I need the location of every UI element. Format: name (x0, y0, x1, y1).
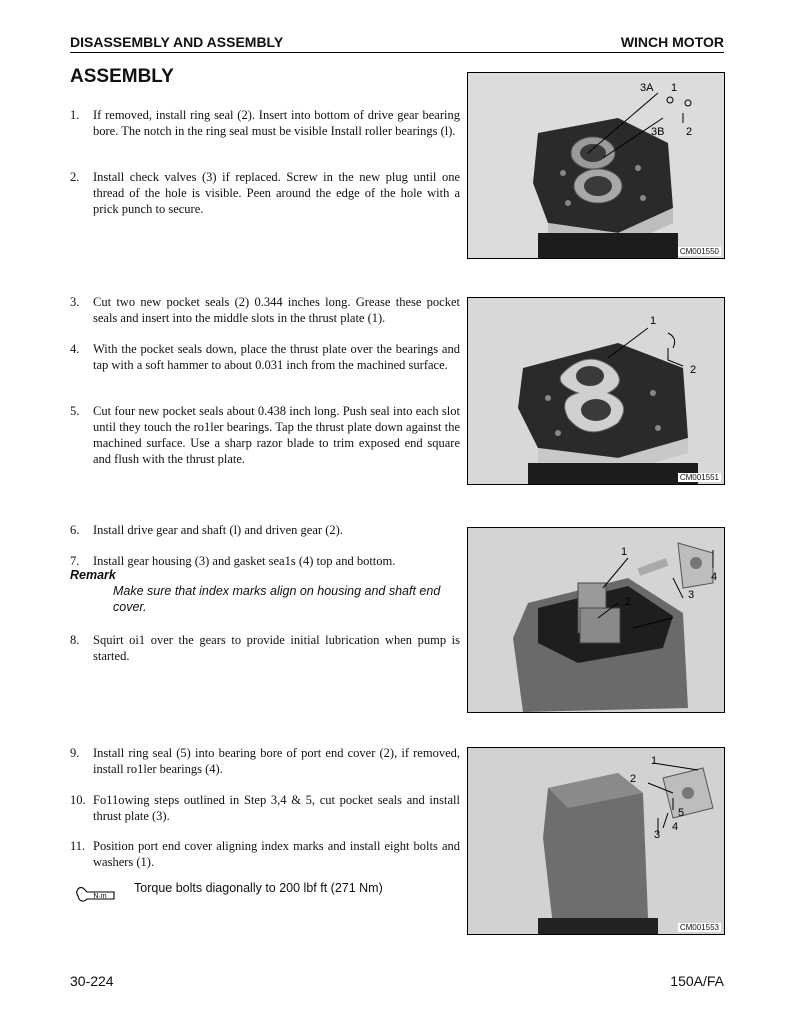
component-title: WINCH MOTOR (620, 34, 724, 50)
callout-label: 3A (640, 82, 654, 94)
step-3 (70, 294, 460, 326)
torque-text: Torque bolts diagonally to 200 lbf ft (271 Nm) (134, 881, 383, 895)
step-number: 10. (70, 793, 86, 807)
step-6 (70, 522, 460, 538)
step-number: 2. (70, 170, 80, 184)
callout-label: 3B (651, 126, 665, 138)
callout-label: 4 (711, 571, 718, 583)
callout-label: 4 (672, 821, 679, 833)
model-number: 150A/FA (670, 973, 724, 989)
callout-label: 2 (625, 596, 632, 608)
step-number: 6. (70, 523, 80, 537)
step-8 (70, 632, 460, 664)
callout-label: 5 (678, 807, 685, 819)
step-text: Install gear housing (3) and gasket sea1s (4) top and bottom. (93, 554, 396, 568)
step-7 (70, 553, 460, 569)
callout-label: 2 (630, 773, 637, 785)
step-number: 4. (70, 342, 80, 356)
step-text: Position port end cover aligning index marks and install eight bolts and washers (1). (93, 839, 460, 869)
figure-2-photo (468, 298, 724, 484)
step-number: 5. (70, 404, 80, 418)
figure-3-photo (468, 528, 724, 712)
step-number: 3. (70, 295, 80, 309)
figure-2 (467, 297, 725, 485)
callout-label: 1 (650, 315, 657, 327)
page-number: 30-224 (70, 973, 114, 989)
step-text: Squirt oi1 over the gears to provide initial lubrication when pump is started. (93, 633, 460, 663)
remark-text: Make sure that index marks align on housing and shaft end cover. (113, 584, 441, 614)
torque-wrench-icon (74, 882, 120, 904)
step-2 (70, 169, 460, 217)
callout-label: 3 (654, 829, 661, 841)
section-title: DISASSEMBLY AND ASSEMBLY (70, 34, 284, 50)
step-11 (70, 838, 460, 870)
step-number: 1. (70, 108, 80, 122)
figure-3 (467, 527, 725, 713)
step-10 (70, 792, 460, 824)
callout-label: 2 (686, 126, 693, 138)
step-text: Install ring seal (5) into bearing bore of port end cover (2), if removed, install ro1ler bearings (4). (93, 746, 460, 776)
figure-code: CM001551 (679, 473, 719, 482)
step-9 (70, 745, 460, 777)
step-text: Cut two new pocket seals (2) 0.344 inches long. Grease these pocket seals and insert into the middle slots in the thrust plate (1). (93, 295, 460, 325)
step-4 (70, 341, 460, 373)
step-text: If removed, install ring seal (2). Insert into bottom of drive gear bearing bore. The notch in the ring seal must be visible Install roller bearings (l). (93, 108, 460, 138)
figure-4 (467, 747, 725, 935)
figure-1-photo (468, 73, 724, 258)
figure-code: CM001550 (679, 247, 719, 256)
step-text: Install check valves (3) if replaced. Screw in the new plug until one thread of the hole is visible. Peen around the edge of the hole with a prick punch to secure. (93, 170, 460, 216)
callout-label: 1 (671, 82, 678, 94)
figure-1 (467, 72, 725, 259)
step-text: Fo11owing steps outlined in Step 3,4 & 5, cut pocket seals and install thrust plate (3). (93, 793, 460, 823)
torque-icon-text: N·m (93, 893, 107, 900)
step-text: Install drive gear and shaft (l) and driven gear (2). (93, 523, 343, 537)
step-number: 9. (70, 746, 80, 760)
step-text: With the pocket seals down, place the thrust plate over the bearings and tap with a soft hammer to about 0.031 inch from the machined surface. (93, 342, 460, 372)
callout-label: 1 (621, 546, 628, 558)
step-text: Cut four new pocket seals about 0.438 inch long. Push seal into each slot until they touch the ro1ler bearings. Tap the thrust plate down against the machined surface. Use a sharp razor blade to trim exposed end square and flush with the thrust plate. (93, 404, 460, 466)
step-number: 11. (70, 839, 86, 853)
step-1 (70, 107, 460, 139)
callout-label: 3 (688, 589, 695, 601)
page-title: ASSEMBLY (70, 66, 174, 87)
callout-label: 1 (651, 755, 658, 767)
remark-heading: Remark (70, 568, 116, 582)
step-5 (70, 403, 460, 467)
step-number: 7. (70, 554, 80, 568)
page-header (70, 34, 724, 53)
torque-note (74, 880, 474, 906)
figure-code: CM001553 (679, 923, 719, 932)
step-number: 8. (70, 633, 80, 647)
callout-label: 2 (690, 364, 697, 376)
figure-4-photo (468, 748, 724, 934)
